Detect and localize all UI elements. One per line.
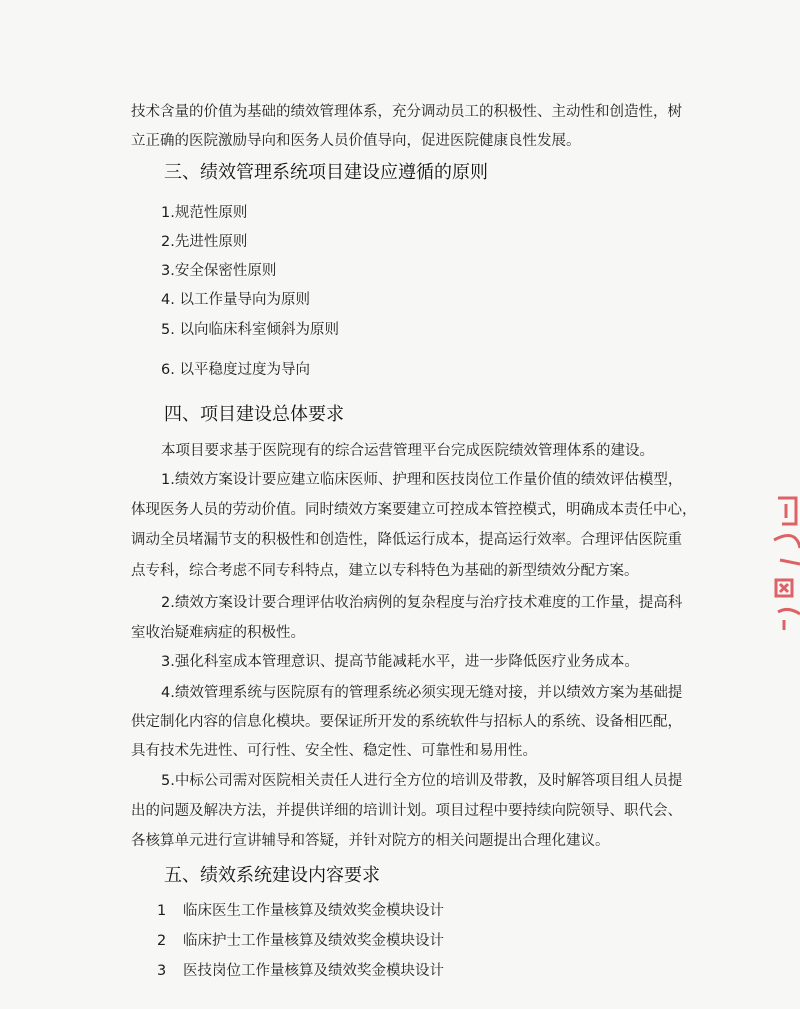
content-item-text: 临床护士工作量核算及绩效奖金模块设计 xyxy=(183,933,444,949)
req-4-line: 具有技术先进性、可行性、安全性、稳定性、可靠性和易用性。 xyxy=(131,743,537,759)
req-3-line: 3.强化科室成本管理意识、提高节能减耗水平，进一步降低医疗业务成本。 xyxy=(161,654,639,670)
principle-item: 4. 以工作量导向为原则 xyxy=(161,292,310,308)
req-1-line: 1.绩效方案设计要应建立临床医师、护理和医技岗位工作量价值的绩效评估模型， xyxy=(161,472,683,488)
req-5-line: 5.中标公司需对医院相关责任人进行全方位的培训及带教，及时解答项目组人员提 xyxy=(161,773,683,789)
req-2-line: 室收治疑难病症的积极性。 xyxy=(131,625,305,641)
section-3-heading: 三、绩效管理系统项目建设应遵循的原则 xyxy=(164,162,488,183)
content-item-text: 医技岗位工作量核算及绩效奖金模块设计 xyxy=(183,963,444,979)
principle-item: 6. 以平稳度过度为导向 xyxy=(161,362,310,378)
principle-item: 5. 以向临床科室倾斜为原则 xyxy=(161,322,339,338)
red-seal-stamp xyxy=(766,488,800,638)
principle-item: 1.规范性原则 xyxy=(161,205,248,221)
content-item-text: 临床医生工作量核算及绩效奖金模块设计 xyxy=(183,903,444,919)
section-4-intro: 本项目要求基于医院现有的综合运营管理平台完成医院绩效管理体系的建设。 xyxy=(161,443,654,459)
content-item-number: 1 xyxy=(157,903,167,919)
content-item-number: 3 xyxy=(157,963,167,979)
section-4-heading: 四、项目建设总体要求 xyxy=(164,404,344,425)
content-item-number: 2 xyxy=(157,933,167,949)
content-item xyxy=(157,931,444,951)
req-5-line: 出的问题及解决方法，并提供详细的培训计划。项目过程中要持续向院领导、职代会、 xyxy=(131,803,682,819)
content-item xyxy=(157,901,444,921)
req-2-line: 2.绩效方案设计要合理评估收治病例的复杂程度与治疗技术难度的工作量，提高科 xyxy=(161,595,683,611)
principle-item: 2.先进性原则 xyxy=(161,234,248,250)
req-1-line: 调动全员堵漏节支的积极性和创造性，降低运行成本，提高运行效率。合理评估医院重 xyxy=(131,532,682,548)
req-5-line: 各核算单元进行宣讲辅导和答疑，并针对院方的相关问题提出合理化建议。 xyxy=(131,833,610,849)
req-4-line: 供定制化内容的信息化模块。要保证所开发的系统软件与招标人的系统、设备相匹配， xyxy=(131,714,682,730)
req-4-line: 4.绩效管理系统与医院原有的管理系统必须实现无缝对接，并以绩效方案为基础提 xyxy=(161,685,683,701)
section-5-heading: 五、绩效系统建设内容要求 xyxy=(164,865,380,886)
principle-item: 3.安全保密性原则 xyxy=(161,263,277,279)
req-1-line: 体现医务人员的劳动价值。同时绩效方案要建立可控成本管控模式，明确成本责任中心， xyxy=(131,502,697,518)
intro-line-2: 立正确的医院激励导向和医务人员价值导向，促进医院健康良性发展。 xyxy=(131,133,581,149)
intro-line-1: 技术含量的价值为基础的绩效管理体系，充分调动员工的积极性、主动性和创造性，树 xyxy=(131,104,682,120)
req-1-line: 点专科，综合考虑不同专科特点，建立以专科特色为基础的新型绩效分配方案。 xyxy=(131,563,639,579)
content-item xyxy=(157,961,444,981)
